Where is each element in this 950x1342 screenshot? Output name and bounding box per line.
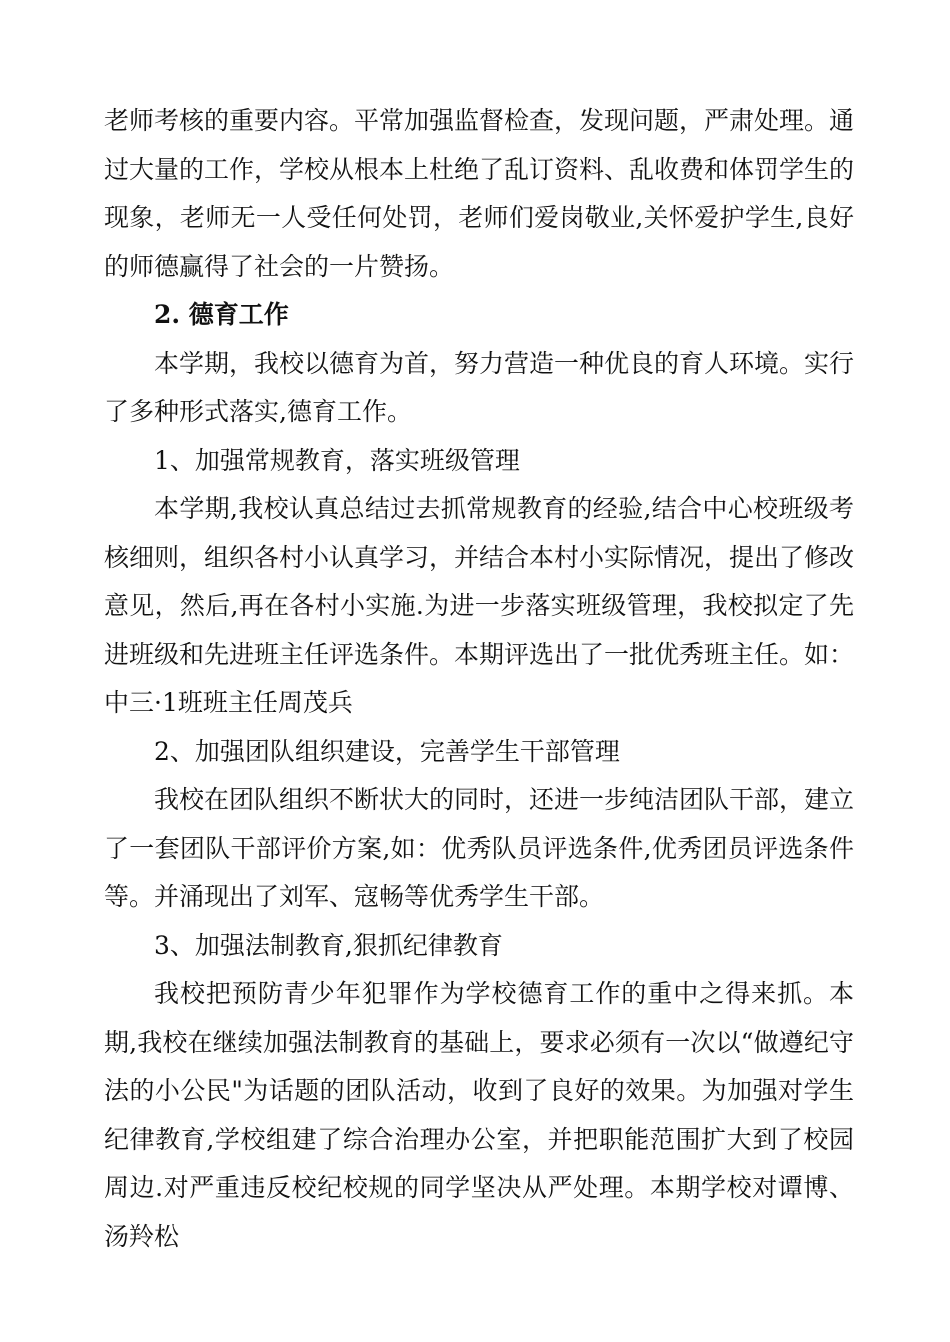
paragraph-discipline-education: 我校把预防青少年犯罪作为学校德育工作的重中之得来抓。本期,我校在继续加强法制教育的基础上，要求必须有一次以“做遵纪守法的小公民"为话题的团队活动，收到了良好的效果。为加强对学生纪律教育,学校组建了综合治理办公室，并把职能范围扩大到了校园周边.对严重违反校纪校规的同学坚决从严处理。本期学校对谭博、汤羚松 [104,979,854,1251]
subheading-routine-education: 1、加强常规教育，落实班级管理 [154,445,520,475]
section-heading-moral-education: 2. 德育工作 [154,300,289,329]
subheading-legal-education: 3、加强法制教育,狠抓纪律教育 [154,930,503,960]
paragraph-teacher-assessment: 老师考核的重要内容。平常加强监督检查，发现问题，严肃处理。通过大量的工作，学校从根本上杜绝了乱订资料、乱收费和体罚学生的现象，老师无一人受任何处罚，老师们爱岗敬业,关怀爱护学生,良好的师德赢得了社会的一片赞扬。 [104,106,855,281]
subheading-team-organization: 2、加强团队组织建设，完善学生干部管理 [154,736,620,766]
paragraph-class-management: 本学期,我校认真总结过去抓常规教育的经验,结合中心校班级考核细则，组织各村小认真学习，并结合本村小实际情况，提出了修改意见，然后,再在各村小实施.为进一步落实班级管理，我校拟定了先进班级和先进班主任评选条件。本期评选出了一批优秀班主任。如：中三·1班班主任周茂兵 [104,494,855,717]
paragraph-moral-education-intro: 本学期，我校以德育为首，努力营造一种优良的育人环境。实行了多种形式落实,德育工作。 [104,348,855,426]
paragraph-team-cadres: 我校在团队组织不断状大的同时，还进一步纯洁团队干部，建立了一套团队干部评价方案,如：优秀队员评选条件,优秀团员评选条件等。并涌现出了刘军、寇畅等优秀学生干部。 [104,785,855,911]
document-body [104,97,854,1261]
